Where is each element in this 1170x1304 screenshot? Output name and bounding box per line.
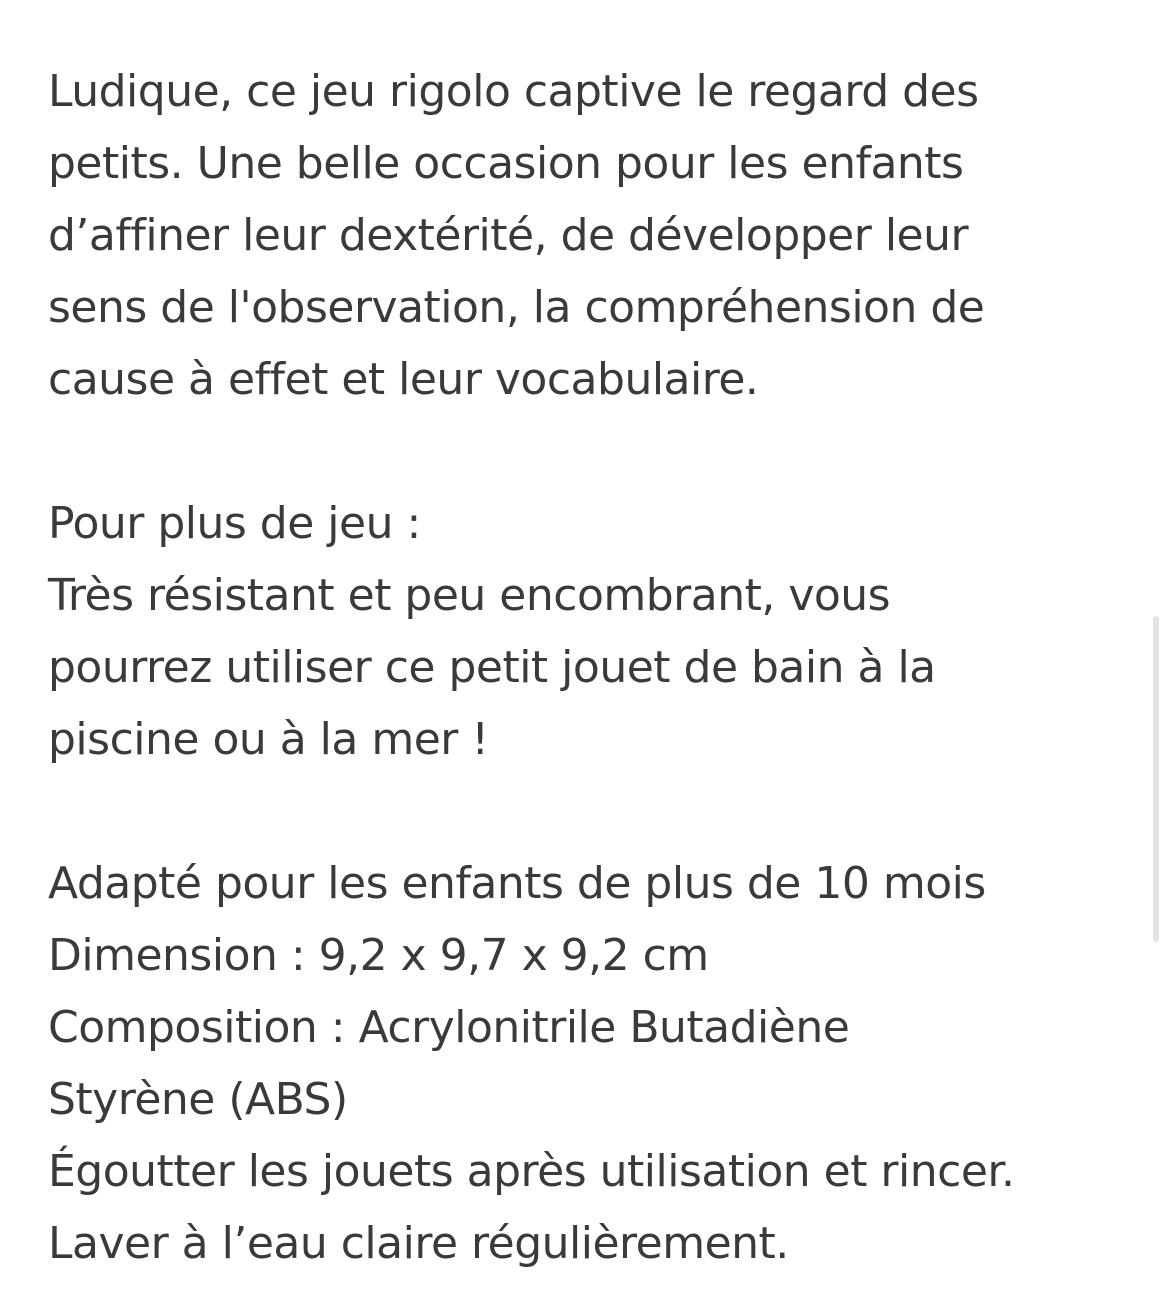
text-line: Égoutter les jouets après utilisation et rincer.	[48, 1146, 1015, 1197]
paragraph-spacer	[48, 776, 1138, 848]
text-line: Dimension : 9,2 x 9,7 x 9,2 cm	[48, 930, 709, 981]
text-line: cause à effet et leur vocabulaire.	[48, 354, 759, 405]
text-line: Laver à l’eau claire régulièrement.	[48, 1218, 789, 1269]
text-line: sens de l'observation, la compréhension de	[48, 282, 985, 333]
text-line: Composition : Acrylonitrile Butadiène	[48, 1002, 850, 1053]
text-line: petits. Une belle occasion pour les enfants	[48, 138, 964, 189]
text-line: d’affiner leur dextérité, de développer leur	[48, 210, 969, 261]
description-paragraph-play	[48, 488, 1138, 776]
text-line: Pour plus de jeu :	[48, 498, 421, 549]
product-description	[48, 56, 1138, 1280]
text-line: Adapté pour les enfants de plus de 10 mois	[48, 858, 986, 909]
description-paragraph-intro	[48, 56, 1138, 416]
paragraph-spacer	[48, 416, 1138, 488]
vertical-scrollbar[interactable]	[1153, 616, 1159, 942]
description-paragraph-specs	[48, 848, 1138, 1280]
text-line: Ludique, ce jeu rigolo captive le regard des	[48, 66, 979, 117]
text-line: Styrène (ABS)	[48, 1074, 348, 1125]
text-line: Très résistant et peu encombrant, vous	[48, 570, 891, 621]
text-line: piscine ou à la mer !	[48, 714, 489, 765]
text-line: pourrez utiliser ce petit jouet de bain à la	[48, 642, 936, 693]
